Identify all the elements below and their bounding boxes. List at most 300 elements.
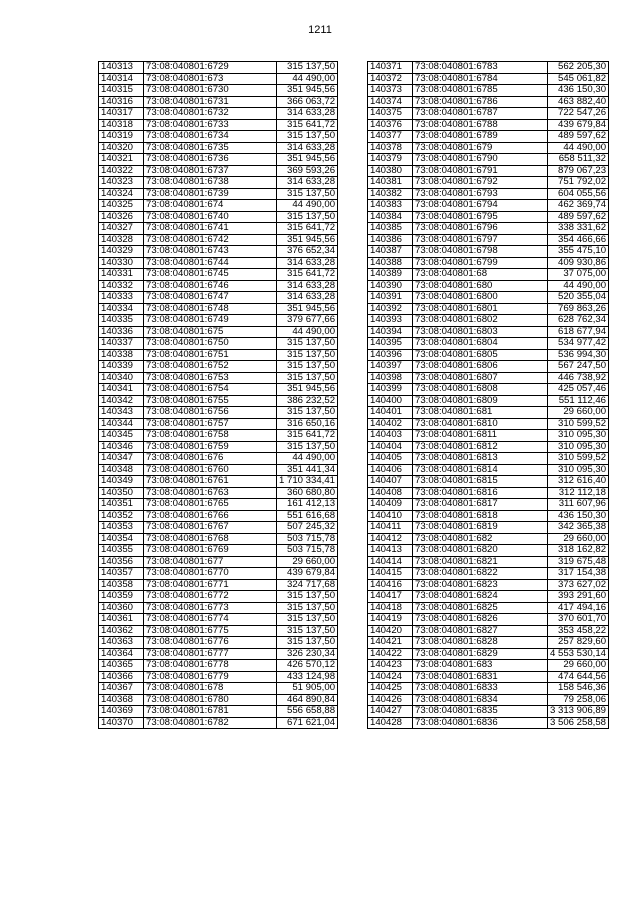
- cadastral-number-cell: 73:08:040801:6779: [144, 671, 277, 683]
- row-number-cell: 140333: [99, 292, 144, 304]
- cadastral-number-cell: 73:08:040801:6775: [144, 625, 277, 637]
- table-row: [99, 614, 338, 626]
- cadastral-number-cell: 73:08:040801:6769: [144, 545, 277, 557]
- cadastral-number-cell: 73:08:040801:679: [413, 142, 548, 154]
- table-row: [368, 579, 609, 591]
- table-row: [368, 165, 609, 177]
- row-number-cell: 140349: [99, 476, 144, 488]
- value-cell: 326 230,34: [277, 648, 338, 660]
- value-cell: 751 792,02: [548, 177, 609, 189]
- value-cell: 29 660,00: [548, 660, 609, 672]
- row-number-cell: 140422: [368, 648, 413, 660]
- row-number-cell: 140395: [368, 338, 413, 350]
- table-row: [99, 326, 338, 338]
- value-cell: 351 945,56: [277, 384, 338, 396]
- value-cell: 315 137,50: [277, 602, 338, 614]
- table-row: [99, 407, 338, 419]
- value-cell: 314 633,28: [277, 257, 338, 269]
- table-row: [368, 246, 609, 258]
- value-cell: 536 994,30: [548, 349, 609, 361]
- row-number-cell: 140387: [368, 246, 413, 258]
- row-number-cell: 140382: [368, 188, 413, 200]
- row-number-cell: 140330: [99, 257, 144, 269]
- row-number-cell: 140415: [368, 568, 413, 580]
- table-row: [368, 648, 609, 660]
- value-cell: 310 095,30: [548, 430, 609, 442]
- cadastral-number-cell: 73:08:040801:6742: [144, 234, 277, 246]
- table-row: [99, 510, 338, 522]
- cadastral-number-cell: 73:08:040801:6750: [144, 338, 277, 350]
- cadastral-number-cell: 73:08:040801:6804: [413, 338, 548, 350]
- value-cell: 161 412,13: [277, 499, 338, 511]
- table-row: [99, 717, 338, 729]
- cadastral-number-cell: 73:08:040801:6781: [144, 706, 277, 718]
- value-cell: 315 137,50: [277, 614, 338, 626]
- table-row: [368, 142, 609, 154]
- cadastral-number-cell: 73:08:040801:6770: [144, 568, 277, 580]
- table-row: [368, 591, 609, 603]
- value-cell: 393 291,60: [548, 591, 609, 603]
- cadastral-number-cell: 73:08:040801:6827: [413, 625, 548, 637]
- cadastral-number-cell: 73:08:040801:6797: [413, 234, 548, 246]
- table-row: [99, 85, 338, 97]
- row-number-cell: 140318: [99, 119, 144, 131]
- table-row: [368, 188, 609, 200]
- value-cell: 433 124,98: [277, 671, 338, 683]
- value-cell: 44 490,00: [548, 142, 609, 154]
- value-cell: 462 369,74: [548, 200, 609, 212]
- cadastral-number-cell: 73:08:040801:6772: [144, 591, 277, 603]
- row-number-cell: 140374: [368, 96, 413, 108]
- table-row: [99, 142, 338, 154]
- table-row: [368, 119, 609, 131]
- value-cell: 604 055,56: [548, 188, 609, 200]
- row-number-cell: 140361: [99, 614, 144, 626]
- row-number-cell: 140351: [99, 499, 144, 511]
- cadastral-number-cell: 73:08:040801:6748: [144, 303, 277, 315]
- cadastral-number-cell: 73:08:040801:6774: [144, 614, 277, 626]
- table-row: [99, 637, 338, 649]
- table-row: [368, 671, 609, 683]
- row-number-cell: 140366: [99, 671, 144, 683]
- cadastral-number-cell: 73:08:040801:6757: [144, 418, 277, 430]
- table-row: [368, 269, 609, 281]
- cadastral-number-cell: 73:08:040801:6786: [413, 96, 548, 108]
- row-number-cell: 140328: [99, 234, 144, 246]
- row-number-cell: 140368: [99, 694, 144, 706]
- value-cell: 315 641,72: [277, 119, 338, 131]
- value-cell: 44 490,00: [277, 326, 338, 338]
- table-row: [368, 637, 609, 649]
- table-row: [99, 303, 338, 315]
- value-cell: 315 137,50: [277, 637, 338, 649]
- row-number-cell: 140369: [99, 706, 144, 718]
- row-number-cell: 140427: [368, 706, 413, 718]
- value-cell: 3 313 906,89: [548, 706, 609, 718]
- value-cell: 562 205,30: [548, 62, 609, 74]
- table-row: [368, 326, 609, 338]
- value-cell: 29 660,00: [277, 556, 338, 568]
- row-number-cell: 140385: [368, 223, 413, 235]
- table-row: [368, 476, 609, 488]
- value-cell: 342 365,38: [548, 522, 609, 534]
- row-number-cell: 140406: [368, 464, 413, 476]
- cadastral-number-cell: 73:08:040801:6794: [413, 200, 548, 212]
- cadastral-number-cell: 73:08:040801:6825: [413, 602, 548, 614]
- row-number-cell: 140314: [99, 73, 144, 85]
- value-cell: 534 977,42: [548, 338, 609, 350]
- value-cell: 51 905,00: [277, 683, 338, 695]
- table-row: [99, 200, 338, 212]
- cadastral-number-cell: 73:08:040801:6831: [413, 671, 548, 683]
- cadastral-number-cell: 73:08:040801:6745: [144, 269, 277, 281]
- cadastral-number-cell: 73:08:040801:6798: [413, 246, 548, 258]
- table-row: [99, 464, 338, 476]
- row-number-cell: 140365: [99, 660, 144, 672]
- value-cell: 503 715,78: [277, 545, 338, 557]
- table-row: [99, 280, 338, 292]
- row-number-cell: 140409: [368, 499, 413, 511]
- table-row: [368, 602, 609, 614]
- row-number-cell: 140371: [368, 62, 413, 74]
- cadastral-number-cell: 73:08:040801:6771: [144, 579, 277, 591]
- value-cell: 369 593,26: [277, 165, 338, 177]
- value-cell: 315 641,72: [277, 430, 338, 442]
- row-number-cell: 140412: [368, 533, 413, 545]
- cadastral-number-cell: 73:08:040801:6752: [144, 361, 277, 373]
- cadastral-number-cell: 73:08:040801:6753: [144, 372, 277, 384]
- cadastral-number-cell: 73:08:040801:6787: [413, 108, 548, 120]
- value-cell: 314 633,28: [277, 108, 338, 120]
- table-row: [99, 338, 338, 350]
- table-row: [368, 407, 609, 419]
- value-cell: 503 715,78: [277, 533, 338, 545]
- value-cell: 658 511,32: [548, 154, 609, 166]
- cadastral-number-cell: 73:08:040801:6789: [413, 131, 548, 143]
- table-row: [368, 108, 609, 120]
- cadastral-number-cell: 73:08:040801:6819: [413, 522, 548, 534]
- row-number-cell: 140320: [99, 142, 144, 154]
- value-cell: 44 490,00: [277, 453, 338, 465]
- table-row: [99, 372, 338, 384]
- value-cell: 425 057,46: [548, 384, 609, 396]
- table-row: [99, 108, 338, 120]
- row-number-cell: 140386: [368, 234, 413, 246]
- value-cell: 310 095,30: [548, 464, 609, 476]
- cadastral-number-cell: 73:08:040801:6735: [144, 142, 277, 154]
- table-row: [99, 269, 338, 281]
- table-row: [99, 568, 338, 580]
- row-number-cell: 140316: [99, 96, 144, 108]
- row-number-cell: 140394: [368, 326, 413, 338]
- row-number-cell: 140390: [368, 280, 413, 292]
- cadastral-number-cell: 73:08:040801:6756: [144, 407, 277, 419]
- cadastral-number-cell: 73:08:040801:6763: [144, 487, 277, 499]
- cadastral-number-cell: 73:08:040801:6737: [144, 165, 277, 177]
- cadastral-number-cell: 73:08:040801:6733: [144, 119, 277, 131]
- cadastral-number-cell: 73:08:040801:6835: [413, 706, 548, 718]
- value-cell: 29 660,00: [548, 407, 609, 419]
- cadastral-number-cell: 73:08:040801:6823: [413, 579, 548, 591]
- page-number: 1211: [308, 24, 332, 36]
- value-cell: 314 633,28: [277, 292, 338, 304]
- row-number-cell: 140336: [99, 326, 144, 338]
- table-row: [368, 510, 609, 522]
- cadastral-number-cell: 73:08:040801:6813: [413, 453, 548, 465]
- cadastral-number-cell: 73:08:040801:674: [144, 200, 277, 212]
- cadastral-number-cell: 73:08:040801:6736: [144, 154, 277, 166]
- value-cell: 44 490,00: [277, 200, 338, 212]
- row-number-cell: 140392: [368, 303, 413, 315]
- table-row: [99, 453, 338, 465]
- cadastral-number-cell: 73:08:040801:6751: [144, 349, 277, 361]
- row-number-cell: 140421: [368, 637, 413, 649]
- row-number-cell: 140381: [368, 177, 413, 189]
- cadastral-number-cell: 73:08:040801:6778: [144, 660, 277, 672]
- row-number-cell: 140364: [99, 648, 144, 660]
- row-number-cell: 140400: [368, 395, 413, 407]
- value-cell: 315 137,50: [277, 407, 338, 419]
- row-number-cell: 140408: [368, 487, 413, 499]
- row-number-cell: 140402: [368, 418, 413, 430]
- cadastral-number-cell: 73:08:040801:6785: [413, 85, 548, 97]
- table-row: [99, 430, 338, 442]
- cadastral-number-cell: 73:08:040801:6801: [413, 303, 548, 315]
- table-row: [368, 717, 609, 729]
- value-cell: 79 258,06: [548, 694, 609, 706]
- value-cell: 3 506 258,58: [548, 717, 609, 729]
- cadastral-number-cell: 73:08:040801:6788: [413, 119, 548, 131]
- table-row: [368, 315, 609, 327]
- cadastral-number-cell: 73:08:040801:673: [144, 73, 277, 85]
- table-row: [368, 683, 609, 695]
- value-cell: 370 601,70: [548, 614, 609, 626]
- value-cell: 417 494,16: [548, 602, 609, 614]
- row-number-cell: 140319: [99, 131, 144, 143]
- value-cell: 311 607,96: [548, 499, 609, 511]
- table-row: [99, 648, 338, 660]
- row-number-cell: 140341: [99, 384, 144, 396]
- value-cell: 351 945,56: [277, 234, 338, 246]
- row-number-cell: 140356: [99, 556, 144, 568]
- table-row: [99, 292, 338, 304]
- table-row: [99, 591, 338, 603]
- value-cell: 360 680,80: [277, 487, 338, 499]
- table-row: [368, 280, 609, 292]
- row-number-cell: 140345: [99, 430, 144, 442]
- row-number-cell: 140322: [99, 165, 144, 177]
- value-cell: 315 137,50: [277, 211, 338, 223]
- cadastral-number-cell: 73:08:040801:6784: [413, 73, 548, 85]
- value-cell: 310 095,30: [548, 441, 609, 453]
- row-number-cell: 140419: [368, 614, 413, 626]
- value-cell: 37 075,00: [548, 269, 609, 281]
- value-cell: 319 675,48: [548, 556, 609, 568]
- row-number-cell: 140352: [99, 510, 144, 522]
- row-number-cell: 140378: [368, 142, 413, 154]
- table-row: [368, 441, 609, 453]
- row-number-cell: 140331: [99, 269, 144, 281]
- value-cell: 338 331,62: [548, 223, 609, 235]
- cadastral-table-left: [98, 61, 338, 729]
- value-cell: 1 710 334,41: [277, 476, 338, 488]
- cadastral-number-cell: 73:08:040801:6808: [413, 384, 548, 396]
- value-cell: 489 597,62: [548, 131, 609, 143]
- cadastral-number-cell: 73:08:040801:6758: [144, 430, 277, 442]
- table-row: [368, 211, 609, 223]
- cadastral-number-cell: 73:08:040801:6768: [144, 533, 277, 545]
- table-row: [99, 177, 338, 189]
- cadastral-number-cell: 73:08:040801:6744: [144, 257, 277, 269]
- table-row: [368, 257, 609, 269]
- table-row: [368, 395, 609, 407]
- cadastral-number-cell: 73:08:040801:6793: [413, 188, 548, 200]
- table-row: [99, 522, 338, 534]
- value-cell: 314 633,28: [277, 177, 338, 189]
- table-row: [368, 660, 609, 672]
- row-number-cell: 140407: [368, 476, 413, 488]
- table-row: [99, 660, 338, 672]
- cadastral-number-cell: 73:08:040801:6807: [413, 372, 548, 384]
- cadastral-number-cell: 73:08:040801:6773: [144, 602, 277, 614]
- row-number-cell: 140342: [99, 395, 144, 407]
- cadastral-number-cell: 73:08:040801:6811: [413, 430, 548, 442]
- value-cell: 315 137,50: [277, 591, 338, 603]
- table-row: [99, 671, 338, 683]
- row-number-cell: 140428: [368, 717, 413, 729]
- value-cell: 314 633,28: [277, 142, 338, 154]
- cadastral-number-cell: 73:08:040801:6734: [144, 131, 277, 143]
- row-number-cell: 140413: [368, 545, 413, 557]
- table-row: [368, 568, 609, 580]
- row-number-cell: 140375: [368, 108, 413, 120]
- table-row: [368, 85, 609, 97]
- cadastral-number-cell: 73:08:040801:6749: [144, 315, 277, 327]
- row-number-cell: 140416: [368, 579, 413, 591]
- cadastral-number-cell: 73:08:040801:6739: [144, 188, 277, 200]
- row-number-cell: 140350: [99, 487, 144, 499]
- cadastral-number-cell: 73:08:040801:6829: [413, 648, 548, 660]
- row-number-cell: 140338: [99, 349, 144, 361]
- value-cell: 446 738,92: [548, 372, 609, 384]
- row-number-cell: 140391: [368, 292, 413, 304]
- cadastral-number-cell: 73:08:040801:6731: [144, 96, 277, 108]
- table-row: [99, 62, 338, 74]
- table-row: [368, 430, 609, 442]
- cadastral-number-cell: 73:08:040801:6746: [144, 280, 277, 292]
- table-row: [99, 625, 338, 637]
- cadastral-number-cell: 73:08:040801:6754: [144, 384, 277, 396]
- value-cell: 379 677,66: [277, 315, 338, 327]
- value-cell: 29 660,00: [548, 533, 609, 545]
- row-number-cell: 140344: [99, 418, 144, 430]
- cadastral-number-cell: 73:08:040801:6824: [413, 591, 548, 603]
- row-number-cell: 140373: [368, 85, 413, 97]
- value-cell: 315 137,50: [277, 372, 338, 384]
- cadastral-number-cell: 73:08:040801:6729: [144, 62, 277, 74]
- value-cell: 315 137,50: [277, 131, 338, 143]
- table-row: [99, 545, 338, 557]
- table-row: [368, 200, 609, 212]
- cadastral-number-cell: 73:08:040801:6806: [413, 361, 548, 373]
- row-number-cell: 140354: [99, 533, 144, 545]
- table-row: [99, 211, 338, 223]
- value-cell: 722 547,26: [548, 108, 609, 120]
- row-number-cell: 140332: [99, 280, 144, 292]
- value-cell: 409 930,86: [548, 257, 609, 269]
- value-cell: 324 717,68: [277, 579, 338, 591]
- table-row: [368, 545, 609, 557]
- table-row: [99, 441, 338, 453]
- row-number-cell: 140372: [368, 73, 413, 85]
- value-cell: 310 599,52: [548, 418, 609, 430]
- table-row: [99, 499, 338, 511]
- row-number-cell: 140335: [99, 315, 144, 327]
- row-number-cell: 140315: [99, 85, 144, 97]
- value-cell: 376 652,34: [277, 246, 338, 258]
- row-number-cell: 140327: [99, 223, 144, 235]
- table-row: [99, 395, 338, 407]
- cadastral-number-cell: 73:08:040801:6740: [144, 211, 277, 223]
- row-number-cell: 140426: [368, 694, 413, 706]
- table-row: [368, 706, 609, 718]
- table-row: [368, 177, 609, 189]
- table-row: [99, 246, 338, 258]
- cadastral-number-cell: 73:08:040801:6836: [413, 717, 548, 729]
- table-row: [99, 361, 338, 373]
- row-number-cell: 140379: [368, 154, 413, 166]
- value-cell: 315 137,50: [277, 349, 338, 361]
- cadastral-number-cell: 73:08:040801:6741: [144, 223, 277, 235]
- table-row: [99, 154, 338, 166]
- table-row: [99, 257, 338, 269]
- value-cell: 489 597,62: [548, 211, 609, 223]
- row-number-cell: 140363: [99, 637, 144, 649]
- cadastral-number-cell: 73:08:040801:681: [413, 407, 548, 419]
- table-row: [368, 464, 609, 476]
- value-cell: 314 633,28: [277, 280, 338, 292]
- row-number-cell: 140362: [99, 625, 144, 637]
- row-number-cell: 140384: [368, 211, 413, 223]
- cadastral-number-cell: 73:08:040801:682: [413, 533, 548, 545]
- table-row: [368, 338, 609, 350]
- value-cell: 671 621,04: [277, 717, 338, 729]
- cadastral-number-cell: 73:08:040801:6802: [413, 315, 548, 327]
- cadastral-number-cell: 73:08:040801:6777: [144, 648, 277, 660]
- cadastral-number-cell: 73:08:040801:6755: [144, 395, 277, 407]
- row-number-cell: 140414: [368, 556, 413, 568]
- table-row: [99, 119, 338, 131]
- value-cell: 366 063,72: [277, 96, 338, 108]
- table-row: [99, 694, 338, 706]
- cadastral-number-cell: 73:08:040801:6834: [413, 694, 548, 706]
- value-cell: 426 570,12: [277, 660, 338, 672]
- cadastral-number-cell: 73:08:040801:6790: [413, 154, 548, 166]
- value-cell: 355 475,10: [548, 246, 609, 258]
- row-number-cell: 140357: [99, 568, 144, 580]
- value-cell: 545 061,82: [548, 73, 609, 85]
- row-number-cell: 140358: [99, 579, 144, 591]
- row-number-cell: 140420: [368, 625, 413, 637]
- value-cell: 315 137,50: [277, 338, 338, 350]
- table-row: [368, 303, 609, 315]
- table-row: [368, 453, 609, 465]
- value-cell: 44 490,00: [277, 73, 338, 85]
- cadastral-number-cell: 73:08:040801:6766: [144, 510, 277, 522]
- cadastral-number-cell: 73:08:040801:6782: [144, 717, 277, 729]
- row-number-cell: 140317: [99, 108, 144, 120]
- value-cell: 354 466,66: [548, 234, 609, 246]
